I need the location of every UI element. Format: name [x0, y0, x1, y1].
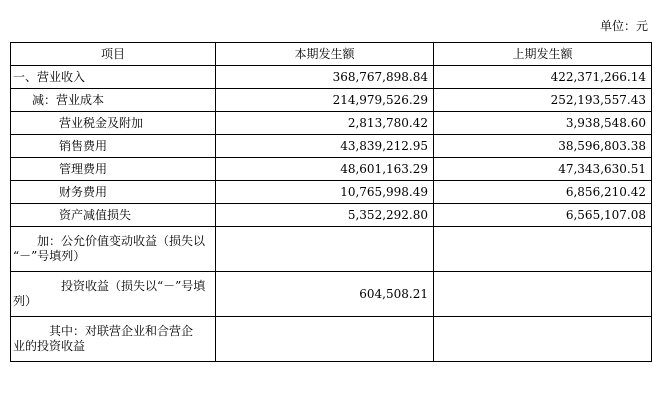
row-current: 48,601,163.29 [216, 158, 434, 181]
income-statement-table [10, 42, 652, 362]
row-item: 减：营业成本 [11, 89, 216, 112]
header-previous-period: 上期发生额 [434, 43, 652, 66]
table-row [11, 272, 652, 317]
row-item: 营业税金及附加 [11, 112, 216, 135]
row-previous [434, 272, 652, 317]
row-previous [434, 317, 652, 362]
table-row [11, 317, 652, 362]
row-item-line2: “－”号填列） [13, 249, 86, 263]
table-row [11, 227, 652, 272]
row-item [11, 227, 216, 272]
row-item-line2: 业的投资收益 [13, 339, 86, 353]
row-current: 214,979,526.29 [216, 89, 434, 112]
row-previous: 47,343,630.51 [434, 158, 652, 181]
row-item [11, 317, 216, 362]
row-item: 管理费用 [11, 158, 216, 181]
row-current [216, 317, 434, 362]
row-item: 一、营业收入 [11, 66, 216, 89]
row-previous: 38,596,803.38 [434, 135, 652, 158]
row-current: 5,352,292.80 [216, 204, 434, 227]
row-item [11, 272, 216, 317]
row-current: 10,765,998.49 [216, 181, 434, 204]
row-previous: 6,856,210.42 [434, 181, 652, 204]
row-item-line2: 列） [13, 294, 38, 308]
table-row [11, 204, 652, 227]
row-current: 368,767,898.84 [216, 66, 434, 89]
table-row [11, 181, 652, 204]
table-row [11, 89, 652, 112]
header-current-period: 本期发生额 [216, 43, 434, 66]
row-current: 604,508.21 [216, 272, 434, 317]
header-item: 项目 [11, 43, 216, 66]
unit-label: 单位：元 [599, 19, 648, 33]
row-current: 43,839,212.95 [216, 135, 434, 158]
row-previous: 3,938,548.60 [434, 112, 652, 135]
table-row [11, 66, 652, 89]
row-item: 销售费用 [11, 135, 216, 158]
row-previous: 252,193,557.43 [434, 89, 652, 112]
row-previous: 422,371,266.14 [434, 66, 652, 89]
row-item-line1: 其中：对联营企业和合营企 [49, 324, 194, 338]
row-previous [434, 227, 652, 272]
table-header-row [11, 43, 652, 66]
table-row [11, 112, 652, 135]
row-current: 2,813,780.42 [216, 112, 434, 135]
row-item: 资产减值损失 [11, 204, 216, 227]
row-current [216, 227, 434, 272]
row-item-line1: 加：公允价值变动收益（损失以 [37, 234, 206, 248]
row-previous: 6,565,107.08 [434, 204, 652, 227]
row-item-line1: 投资收益（损失以“－”号填 [61, 279, 206, 293]
table-row [11, 158, 652, 181]
row-item: 财务费用 [11, 181, 216, 204]
table-row [11, 135, 652, 158]
